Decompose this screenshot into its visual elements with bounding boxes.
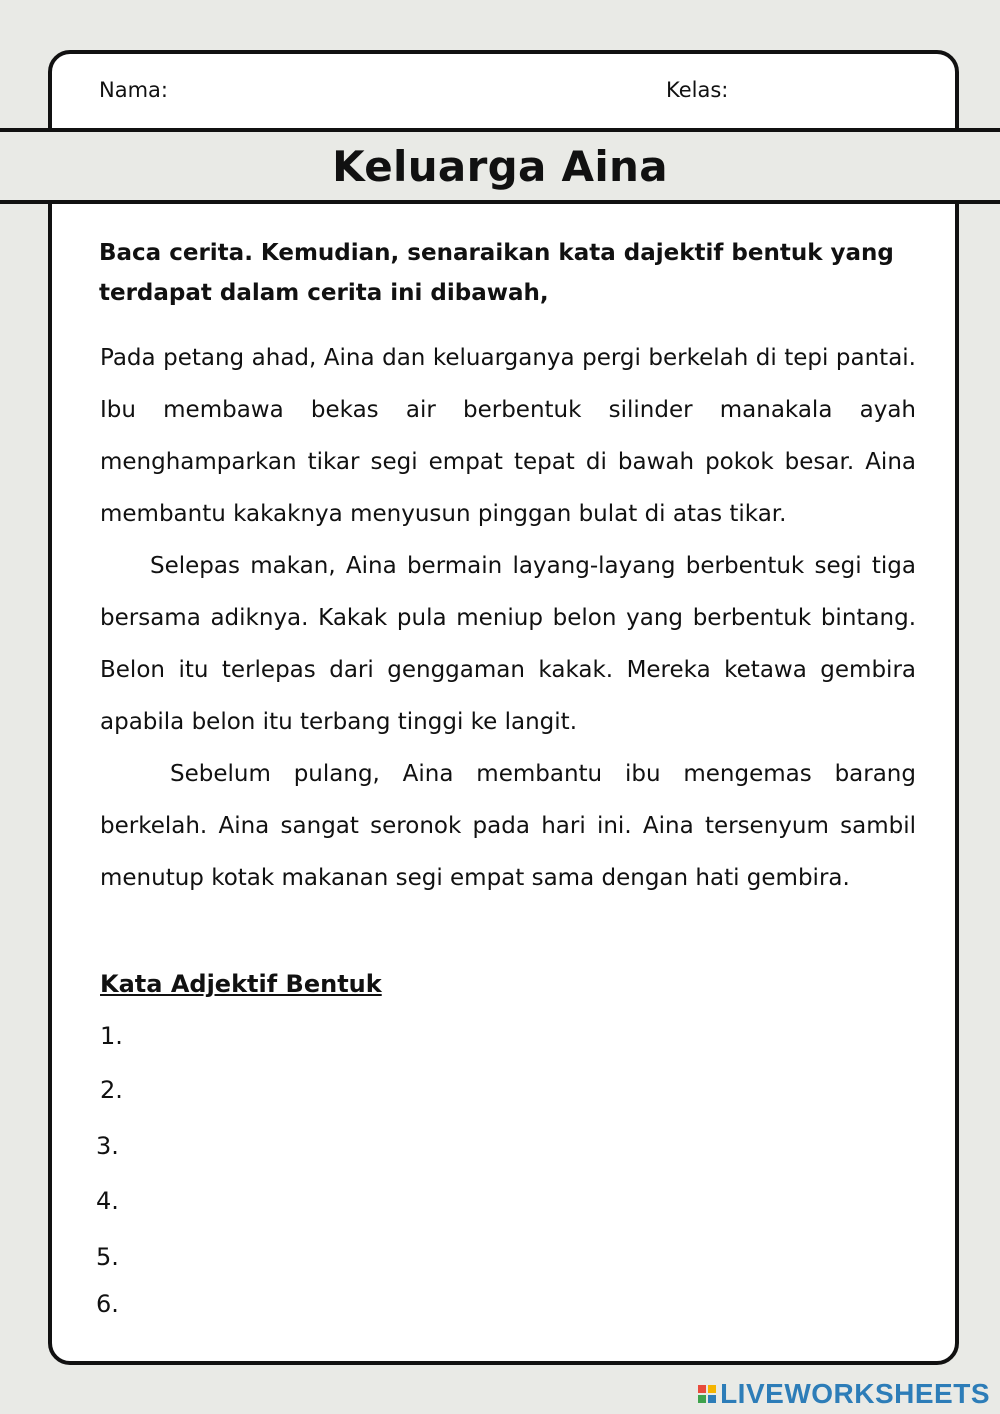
liveworksheets-watermark: [698, 1378, 990, 1410]
instruction-text: Baca cerita. Kemudian, senaraikan kata dajektif bentuk yang terdapat dalam cerita ini dibawah,: [99, 240, 894, 306]
logo-square: [698, 1385, 706, 1393]
story-paragraph-2: Selepas makan, Aina bermain layang-layang berbentuk segi tiga bersama adiknya. Kakak pula meniup belon yang berbentuk bintang. Belon itu terlepas dari genggaman kakak. Mereka ketawa gembira apabila belon itu terbang tinggi ke langit.: [100, 553, 916, 735]
logo-square: [708, 1395, 716, 1403]
answer-input-3[interactable]: [139, 1136, 843, 1160]
answer-number: 4.: [96, 1187, 119, 1215]
liveworksheets-logo-icon: [698, 1385, 716, 1403]
answer-number: 5.: [96, 1243, 119, 1271]
answer-input-2[interactable]: [143, 1080, 847, 1104]
answer-item: [100, 1076, 847, 1104]
answer-item: [96, 1132, 843, 1160]
logo-square: [708, 1385, 716, 1393]
story-paragraph-1: Pada petang ahad, Aina dan keluarganya pergi berkelah di tepi pantai. Ibu membawa bekas air berbentuk silinder manakala ayah menghamparkan tikar segi empat tepat di bawah pokok besar. Aina membantu kakaknya menyusun pinggan bulat di atas tikar.: [100, 345, 916, 527]
title-band: [0, 128, 1000, 204]
answer-item: [96, 1243, 843, 1271]
answer-input-1[interactable]: [143, 1026, 847, 1050]
watermark-text: LIVEWORKSHEETS: [720, 1378, 990, 1409]
logo-square: [698, 1395, 706, 1403]
answer-number: 1.: [100, 1022, 123, 1050]
answer-input-6[interactable]: [139, 1294, 843, 1318]
answer-item: [100, 1022, 847, 1050]
answer-item: [96, 1290, 843, 1318]
answers-heading: Kata Adjektif Bentuk: [100, 970, 382, 998]
answer-number: 3.: [96, 1132, 119, 1160]
story-paragraph-3: Sebelum pulang, Aina membantu ibu mengemas barang berkelah. Aina sangat seronok pada hari ini. Aina tersenyum sambil menutup kotak makanan segi empat sama dengan hati gembira.: [100, 761, 916, 891]
answer-number: 2.: [100, 1076, 123, 1104]
class-label: Kelas:: [666, 78, 729, 102]
name-label: Nama:: [99, 78, 168, 102]
answer-number: 6.: [96, 1290, 119, 1318]
answer-input-5[interactable]: [139, 1247, 843, 1271]
story-text: [100, 332, 916, 904]
answer-item: [96, 1187, 843, 1215]
answer-input-4[interactable]: [139, 1191, 843, 1215]
page-title: Keluarga Aina: [332, 141, 668, 191]
